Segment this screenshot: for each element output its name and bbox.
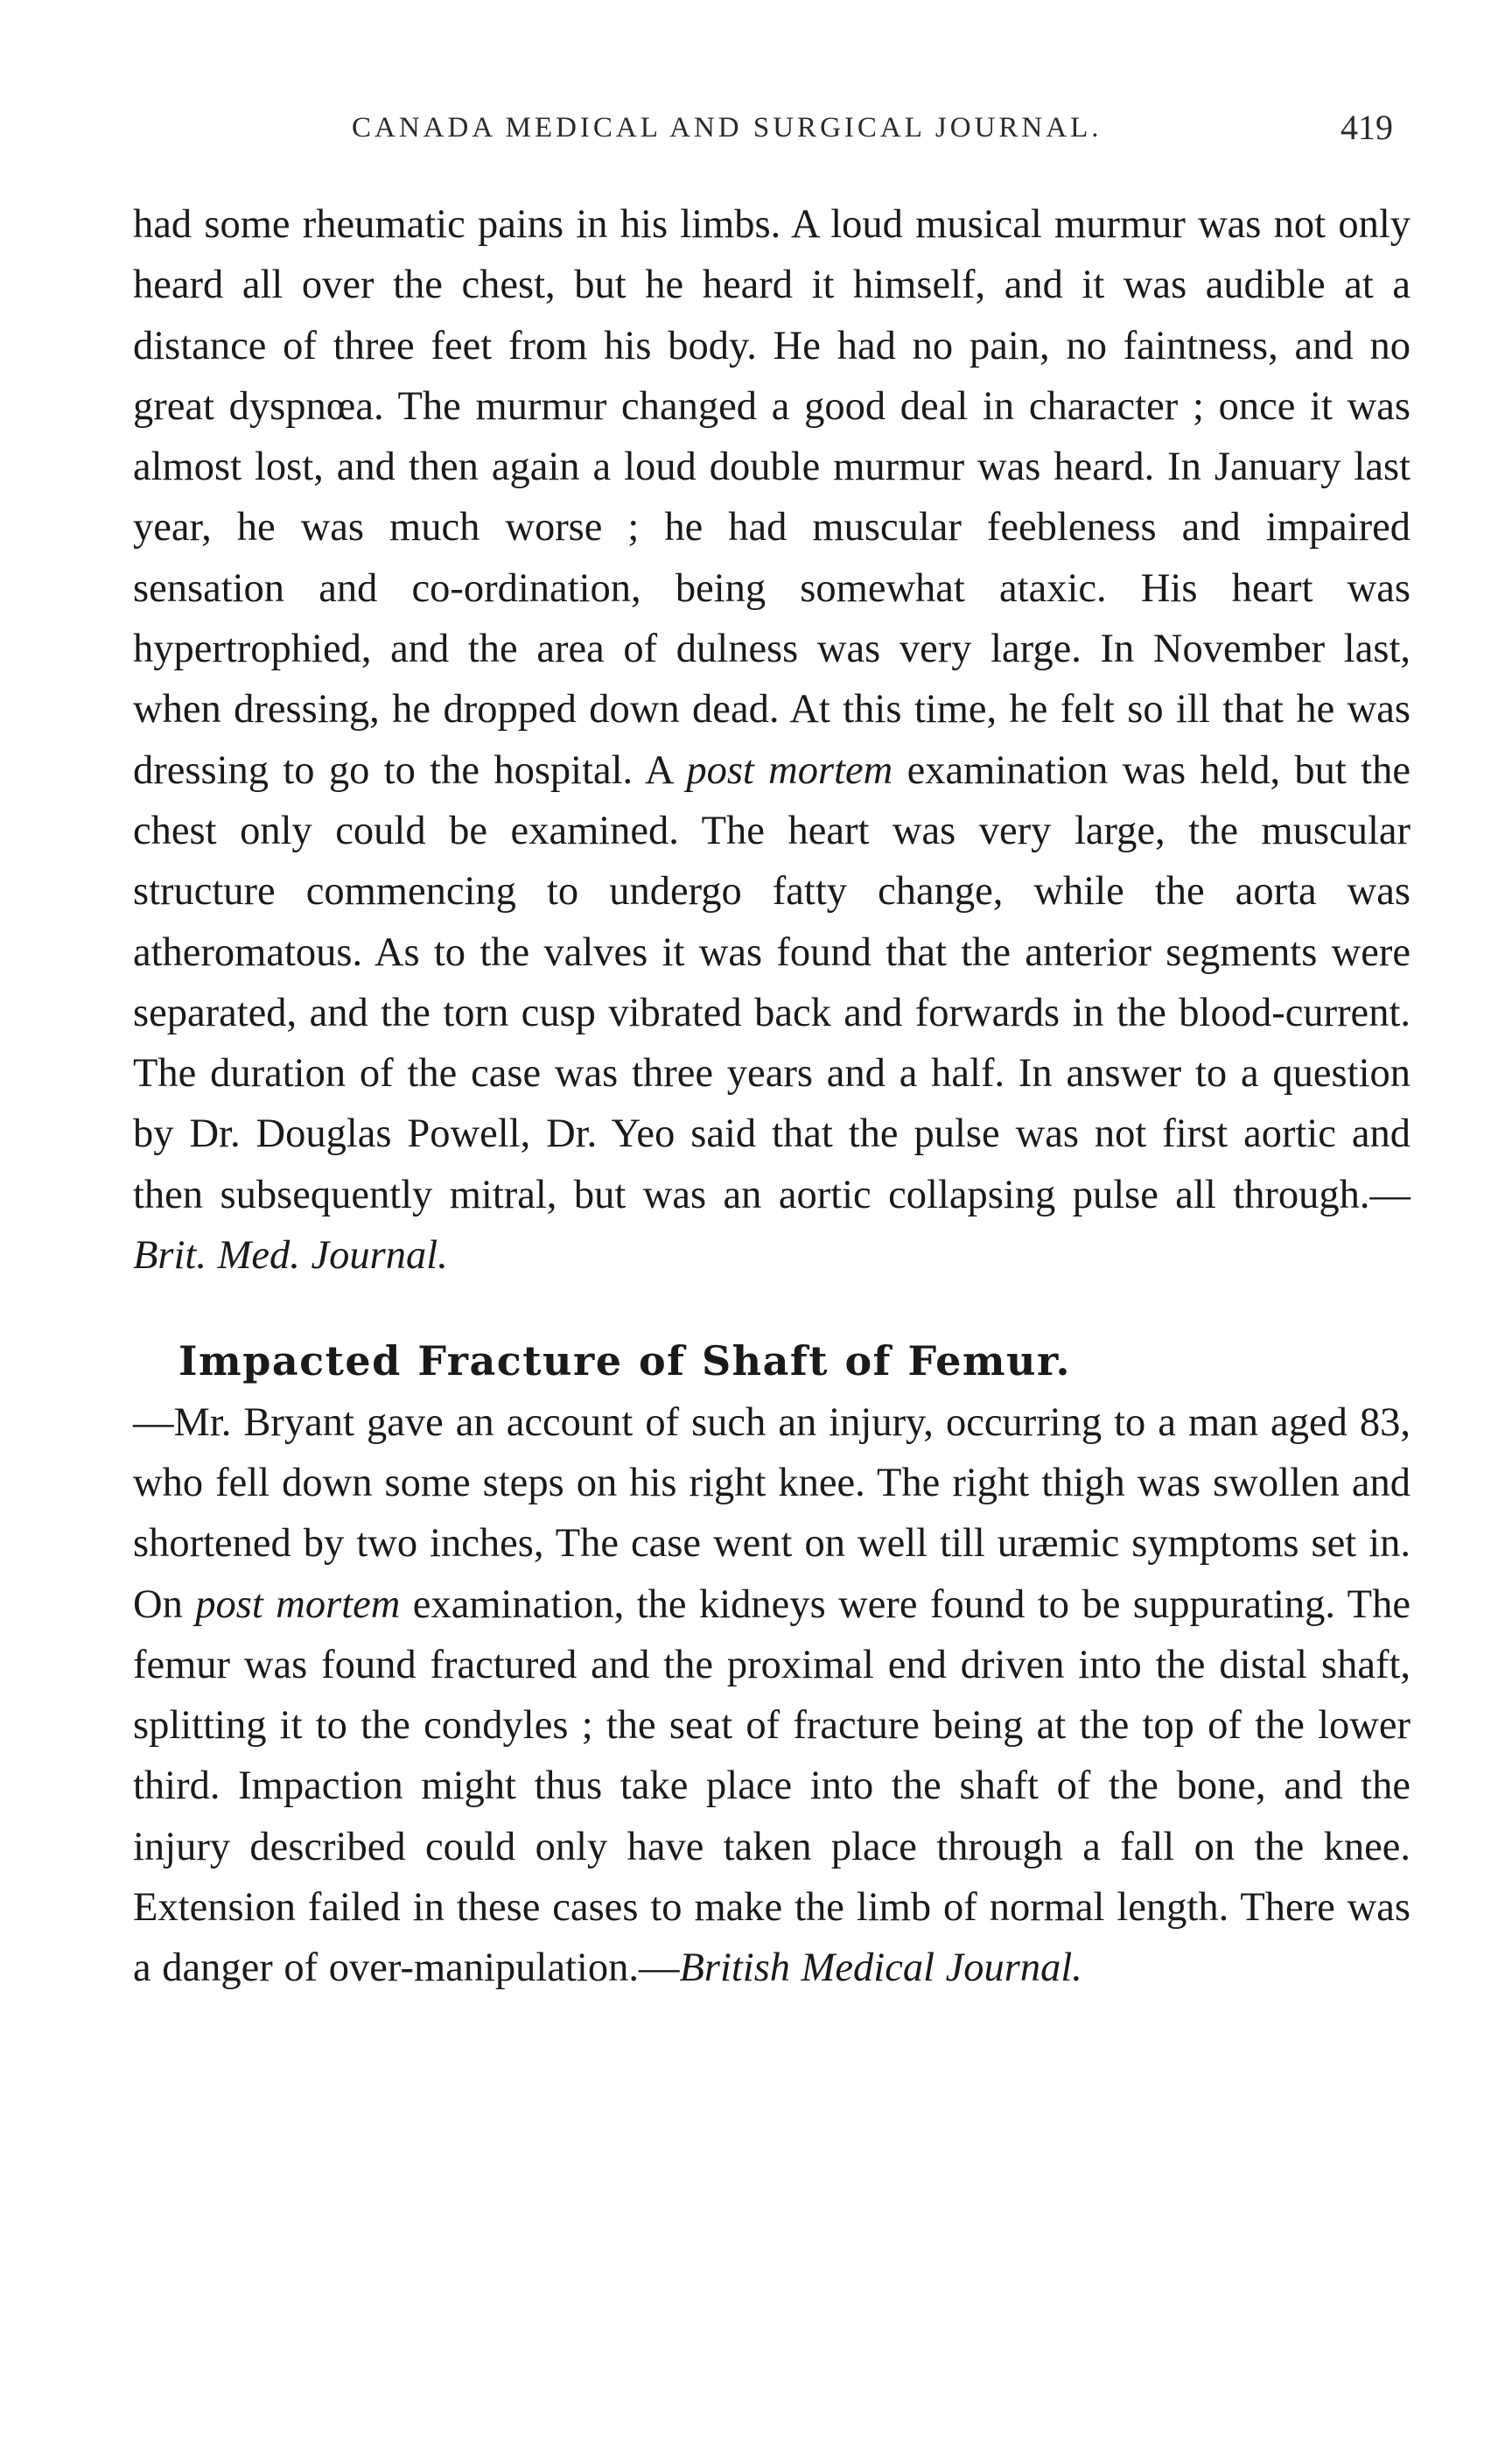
paragraph-text: examination, the kidneys were found to be suppurating. The femur was found fractured and the proximal end driven into the distal shaft, splitting it to the condyles ; the seat of fracture being at the top of the lower third. Impaction might thus take place into the shaft of the bone, and the injury described could only have taken place through a fall on the knee. Extension failed in these cases to make the limb of normal length. There was a danger of over-manipulation.— — [133, 1581, 1410, 1991]
page-number: 419 — [1340, 108, 1393, 147]
italic-post-mortem: post mortem — [686, 747, 893, 793]
paragraph-heart-case — [133, 194, 1410, 1286]
page-header — [131, 105, 1400, 158]
paragraph-text: examination was held, but the chest only could be examined. The heart was very large, the muscular structure commencing to undergo fatty change, while the aorta was atheromatous. As to the valves it was found that the anterior segments were separated, and the torn cusp vibrated back and forwards in the blood-current. The duration of the case was three years and a half. In answer to a question by Dr. Douglas Powell, Dr. Yeo said that the pulse was not first aortic and then subsequently mitral, but was an aortic collapsing pulse all through.— — [133, 747, 1410, 1217]
section-heading: Impacted Fracture of Shaft of Femur. — [178, 1337, 1072, 1385]
citation-brit-med-journal: Brit. Med. Journal. — [133, 1233, 448, 1279]
paragraph-text: —Mr. Bryant gave an account of such an injury, occurring to a man aged 83, who fell down some steps on his right knee. The right thigh was swollen and shortened by two inches, The case went on well till uræmic symptoms set in. On — [133, 1399, 1410, 1627]
paragraph-femur-fracture — [133, 1331, 1410, 1998]
paragraph-text: had some rheumatic pains in his limbs. A loud musical murmur was not only heard all over the chest, but he heard it himself, and it was audible at a distance of three feet from his body. He had no pain, no faintness, and no great dyspnœa. The murmur changed a good deal in character ; once it was almost lost, and then again a loud double murmur was heard. In January last year, he was much worse ; he had muscular feebleness and impaired sensation and co-ordination, being somewhat ataxic. His heart was hypertrophied, and the area of dulness was very large. In November last, when dressing, he dropped down dead. At this time, he felt so ill that he was dressing to go to the hospital. A — [133, 202, 1410, 793]
italic-post-mortem: post mortem — [195, 1581, 401, 1627]
running-head: CANADA MEDICAL AND SURGICAL JOURNAL. — [352, 112, 1102, 144]
citation-british-medical-journal: British Medical Journal. — [679, 1946, 1082, 1991]
article-body — [133, 194, 1410, 1999]
